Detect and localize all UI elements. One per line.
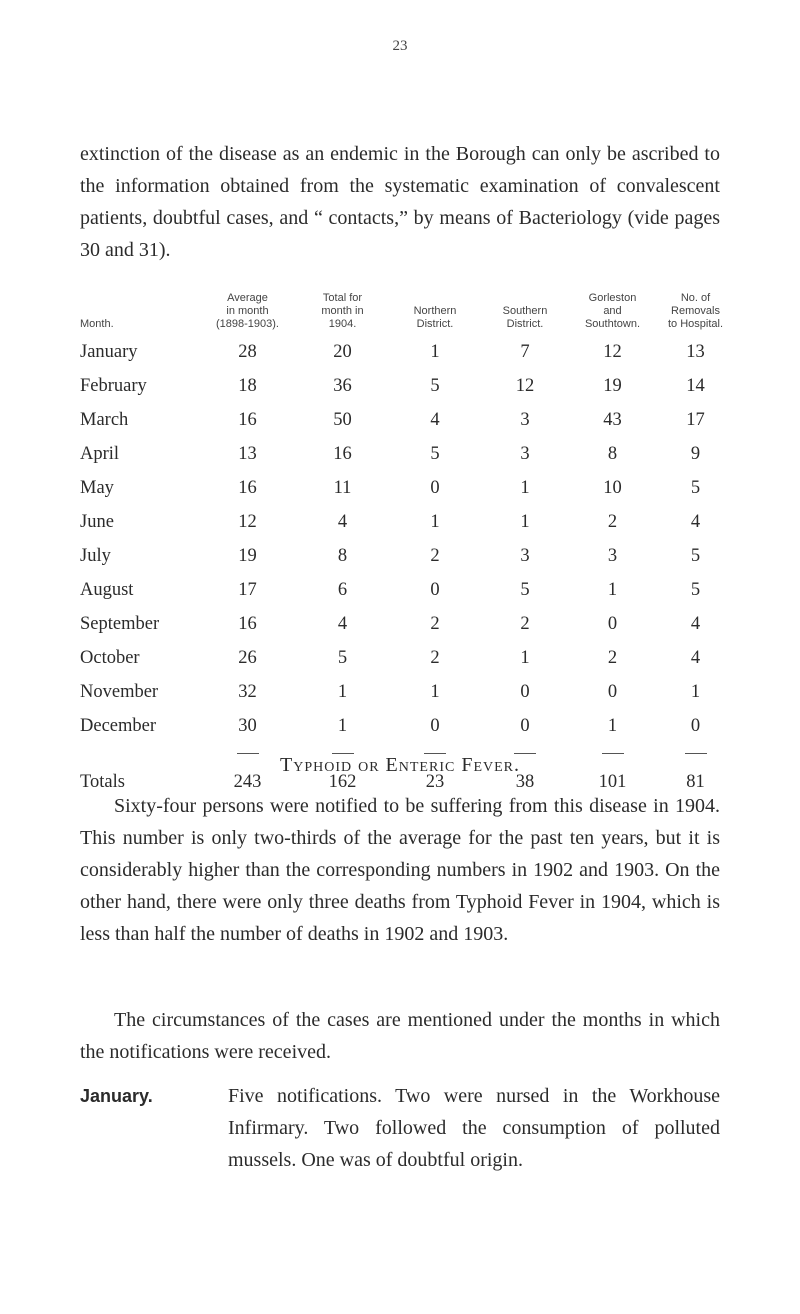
column-header: Average in month (1898-1903). [216, 292, 279, 330]
table-row [80, 573, 736, 607]
value-cell: 8 [337, 545, 348, 566]
value-cell: 1 [430, 511, 440, 532]
value-cell: 1 [520, 647, 530, 668]
table-body [80, 335, 736, 800]
total-cell: 101 [598, 771, 627, 792]
value-cell: 32 [238, 681, 257, 702]
table-row [80, 607, 736, 641]
total-cell: 23 [425, 771, 445, 792]
value-cell: 16 [333, 443, 352, 464]
value-cell: 18 [238, 375, 257, 396]
table-row [80, 437, 736, 471]
value-cell: 2 [430, 613, 440, 634]
column-header: No. of Removals to Hospital. [667, 292, 724, 330]
body-paragraph: Sixty-four persons were notified to be suffering from this disease in 1904. This number is only two-thirds of the average for the past ten years, but it is considerably higher than the corresponding numbers in 1902 and 1903. On the other hand, there were only three deaths from Typhoid Fever in 1904, which is less than half the number of deaths in 1902 and 1903. [80, 795, 720, 945]
intro-paragraph: extinction of the disease as an endemic in the Borough can only be ascribed to the information obtained from the systematic examination of convalescent patients, doubtful cases, and “ contacts,” by means of Bacteriology (vide pages 30 and 31). [80, 143, 720, 261]
value-cell: 2 [607, 511, 618, 532]
value-cell: 20 [333, 341, 352, 362]
value-cell: 36 [333, 375, 352, 396]
value-cell: 2 [430, 647, 440, 668]
value-cell: 4 [430, 409, 440, 430]
value-cell: 5 [430, 375, 440, 396]
value-cell: 30 [238, 715, 257, 736]
table-row [80, 369, 736, 403]
value-cell: 3 [520, 545, 530, 566]
value-cell: 43 [603, 409, 622, 430]
value-cell: 5 [430, 443, 440, 464]
value-cell: 16 [238, 409, 257, 430]
total-cell: 162 [328, 771, 357, 792]
value-cell: 13 [238, 443, 257, 464]
value-cell: 3 [520, 409, 530, 430]
value-cell: 1 [520, 477, 530, 498]
value-cell: 17 [238, 579, 257, 600]
totals-label: Totals [80, 771, 125, 792]
month-cell: September [80, 613, 160, 634]
value-cell: 3 [607, 545, 618, 566]
month-cell: October [80, 647, 140, 668]
value-cell: 11 [333, 477, 352, 498]
value-cell: 1 [520, 511, 530, 532]
value-cell: 4 [690, 647, 701, 668]
value-cell: 4 [337, 613, 348, 634]
value-cell: 19 [603, 375, 622, 396]
month-description: Five notifications. Two were nursed in the Workhouse Infirmary. Two followed the consumption of polluted mussels. One was of doubtful origin. [228, 1085, 720, 1171]
value-cell: 0 [607, 613, 618, 634]
value-cell: 16 [238, 613, 257, 634]
value-cell: 5 [520, 579, 530, 600]
value-cell: 50 [333, 409, 352, 430]
value-cell: 17 [686, 409, 705, 430]
value-cell: 10 [603, 477, 622, 498]
value-cell: 1 [337, 715, 348, 736]
table-row [80, 471, 736, 505]
value-cell: 19 [238, 545, 257, 566]
value-cell: 26 [238, 647, 257, 668]
value-cell: 0 [520, 715, 530, 736]
value-cell: 5 [690, 477, 701, 498]
month-cell: May [80, 477, 114, 498]
page-number: 23 [392, 38, 408, 54]
table-header-row [80, 292, 736, 335]
value-cell: 2 [430, 545, 440, 566]
value-cell: 3 [520, 443, 530, 464]
value-cell: 4 [690, 511, 701, 532]
month-cell: July [80, 545, 111, 566]
value-cell: 1 [430, 341, 440, 362]
value-cell: 1 [430, 681, 440, 702]
table-row [80, 505, 736, 539]
table-row [80, 403, 736, 437]
value-cell: 14 [686, 375, 705, 396]
value-cell: 5 [690, 579, 701, 600]
table-row [80, 641, 736, 675]
month-cell: December [80, 715, 157, 736]
value-cell: 0 [607, 681, 618, 702]
column-header: Total for month in 1904. [321, 292, 364, 330]
month-cell: April [80, 443, 120, 464]
value-cell: 1 [690, 681, 701, 702]
month-cell: June [80, 511, 114, 532]
value-cell: 0 [690, 715, 701, 736]
column-header: Month. [80, 318, 114, 330]
column-header: Southern District. [502, 305, 548, 330]
value-cell: 7 [520, 341, 530, 362]
value-cell: 2 [607, 647, 618, 668]
total-cell: 81 [686, 771, 705, 792]
value-cell: 1 [337, 681, 348, 702]
month-cell: February [80, 375, 147, 396]
value-cell: 1 [607, 715, 618, 736]
value-cell: 9 [690, 443, 701, 464]
month-label: January. [80, 1086, 153, 1106]
month-cell: August [80, 579, 134, 600]
total-cell: 38 [515, 771, 535, 792]
value-cell: 5 [337, 647, 348, 668]
month-cell: November [80, 681, 159, 702]
table-row [80, 335, 736, 369]
value-cell: 4 [337, 511, 348, 532]
value-cell: 6 [337, 579, 348, 600]
table-row [80, 675, 736, 709]
value-cell: 8 [607, 443, 618, 464]
section-heading: Typhoid or Enteric Fever. [280, 754, 520, 776]
value-cell: 28 [238, 341, 257, 362]
value-cell: 12 [603, 341, 622, 362]
value-cell: 16 [238, 477, 257, 498]
column-header: Gorleston and Southtown. [584, 292, 641, 330]
value-cell: 0 [520, 681, 530, 702]
value-cell: 1 [607, 579, 618, 600]
body-paragraph: The circumstances of the cases are mentioned under the months in which the notifications were received. [80, 1009, 720, 1063]
month-cell: January [80, 341, 138, 362]
value-cell: 0 [430, 715, 440, 736]
value-cell: 13 [686, 341, 705, 362]
value-cell: 12 [238, 511, 257, 532]
value-cell: 4 [690, 613, 701, 634]
value-cell: 0 [430, 477, 440, 498]
table-row [80, 709, 736, 743]
value-cell: 12 [515, 375, 535, 396]
notifications-table [80, 292, 736, 800]
value-cell: 2 [520, 613, 530, 634]
value-cell: 0 [430, 579, 440, 600]
column-header: Northern District. [413, 305, 457, 330]
month-cell: March [80, 409, 129, 430]
table-row [80, 539, 736, 573]
total-cell: 243 [233, 771, 262, 792]
value-cell: 5 [690, 545, 701, 566]
